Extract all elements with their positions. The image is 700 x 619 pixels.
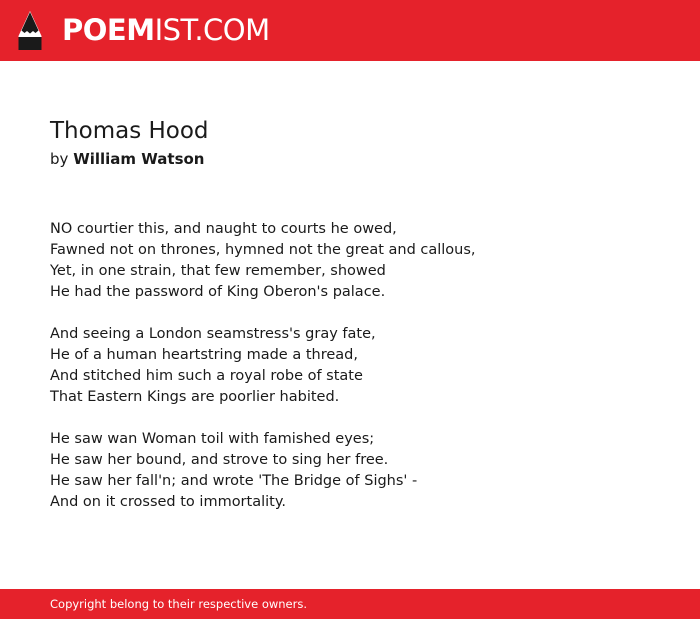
- site-header: [0, 0, 700, 61]
- poem-line: He of a human heartstring made a thread,: [50, 347, 358, 363]
- poem-byline: [50, 150, 205, 168]
- poem-title: Thomas Hood: [50, 118, 209, 144]
- poem-line: And seeing a London seamstress's gray fate,: [50, 326, 376, 342]
- poem-body: [50, 219, 650, 534]
- logo-bold-text: POEM: [62, 13, 155, 47]
- site-footer: [0, 589, 700, 619]
- site-logo[interactable]: [62, 13, 270, 47]
- poem-line: NO courtier this, and naught to courts he owed,: [50, 221, 397, 237]
- poem-line: He saw her fall'n; and wrote 'The Bridge of Sighs' -: [50, 473, 418, 489]
- poem-line: Fawned not on thrones, hymned not the great and callous,: [50, 242, 476, 258]
- poem-line: That Eastern Kings are poorlier habited.: [50, 389, 340, 405]
- poem-line: And stitched him such a royal robe of state: [50, 368, 363, 384]
- poem-line: And on it crossed to immortality.: [50, 494, 286, 510]
- by-label: by: [50, 150, 69, 168]
- copyright-notice: Copyright belong to their respective owners.: [50, 597, 308, 611]
- stanza: [50, 324, 650, 408]
- poem-line: He had the password of King Oberon's palace.: [50, 284, 386, 300]
- poem-line: He saw wan Woman toil with famished eyes;: [50, 431, 375, 447]
- stanza: [50, 429, 650, 513]
- stanza: [50, 219, 650, 303]
- poem-line: He saw her bound, and strove to sing her free.: [50, 452, 389, 468]
- author-name: William Watson: [73, 150, 205, 168]
- poem-line: Yet, in one strain, that few remember, showed: [50, 263, 386, 279]
- pencil-tip-icon[interactable]: [17, 10, 43, 51]
- logo-light-text: IST.COM: [154, 13, 270, 47]
